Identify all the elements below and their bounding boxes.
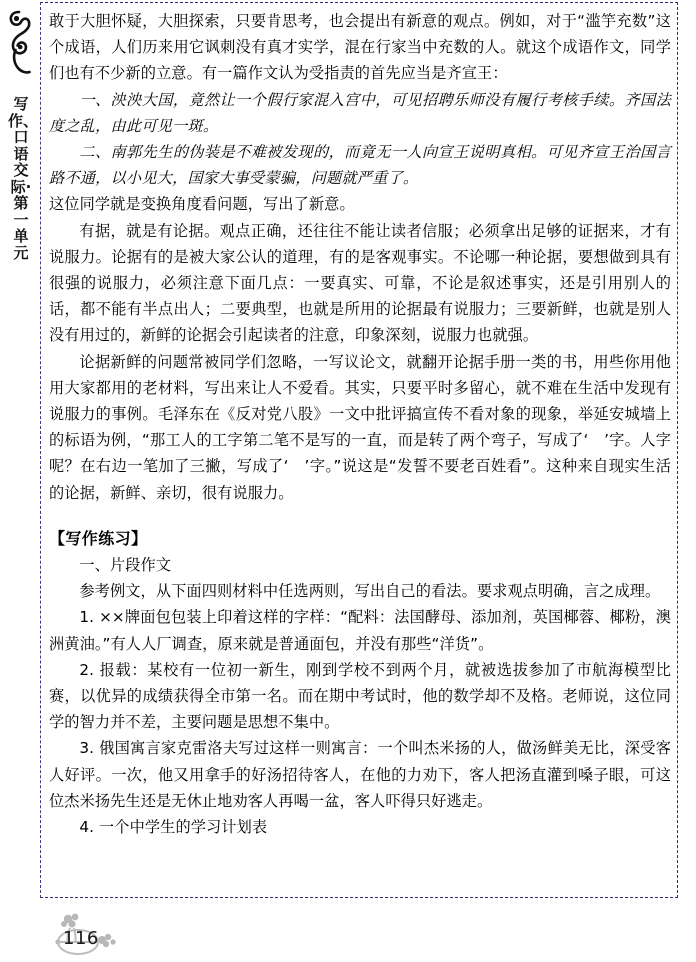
writing-exercise-subheading: 一、片段作文	[79, 556, 172, 575]
material-item: 2. 报载：某校有一位初一新生，刚到学校不到两个月，就被选拔参加了市航海模型比赛，以优异的成绩获得全市第一名。而在期中考试时，他的数学却不及格。老师说，这位同学的智力并不差，主要问题是思想不集中。	[49, 660, 671, 732]
writing-exercise-heading: 【写作练习】	[49, 528, 148, 548]
page-footer	[0, 906, 696, 962]
page-sidebar	[0, 0, 40, 898]
section-spacer	[49, 506, 671, 526]
body-text-column	[49, 8, 671, 840]
material-item: 1. ××牌面包包装上印着这样的字样：“配料：法国酵母、添加剂，英国椰蓉、椰粉，澳洲黄油。”有人人厂调查，原来就是普通面包，并没有那些“洋货”。	[49, 608, 671, 653]
paragraph-item-comment: 这位同学就是变换角度看问题，写出了新意。	[49, 195, 355, 214]
writing-exercise-instruction: 参考例文，从下面四则材料中任选两则，写出自己的看法。要求观点明确，言之成理。	[79, 582, 661, 601]
paragraph-student-item-two: 二、南郭先生的伪装是不难被发现的，而竟无一人向宣王说明真相。可见齐宣王治国言路不通，以小见大，国家大事受蒙骗，问题就严重了。	[49, 143, 671, 188]
paragraph-evidence: 有据，就是有论据。观点正确，还往往不能让读者信服；必须拿出足够的证据来，才有说服力。论据有的是被大家公认的道理，有的是客观事实。不论哪一种论据，要想做到具有很强的说服力，必须注意下面几点：一要真实、可靠，不论是叙述事实，还是引用别人的话，都不能有半点出人；二要典型，也就是所用的论据最有说服力；三要新鲜，也就是别人没有用过的，新鲜的论据会引起读者的注意，印象深刻，说服力也就强。	[49, 221, 671, 345]
paragraph-freshness: 论据新鲜的问题常被同学们忽略，一写议论文，就翻开论据手册一类的书，用些你用他用大家都用的老材料，写出来让人不爱看。其实，只要平时多留心，就不难在生活中发现有说服力的事例。毛泽东在《反对党八股》一文中批评搞宣传不看对象的现象，举延安城墙上的标语为例，“那工人的工字第二笔不是写的一直，而是转了两个弯子，写成了‘ ’字。人字呢？在右边一笔加了三撇，写成了‘ ’字。”说这是“发誓不要老百姓看”。这种来自现实生活的论据，新鲜、亲切，很有说服力。	[49, 352, 671, 502]
material-item: 4. 一个中学生的学习计划表	[79, 818, 268, 837]
running-head-vertical: 写作、口语交际·第一单元	[8, 95, 39, 262]
page-number: 116	[63, 928, 99, 949]
material-item: 3. 俄国寓言家克雷洛夫写过这样一则寓言：一个叫杰米扬的人，做汤鲜美无比，深受客人好评。一次，他又用拿手的好汤招待客人，在他的力劝下，客人把汤直灌到嗓子眼，可这位杰米扬先生还是无休止地劝客人再喝一盆，客人吓得只好逃走。	[49, 739, 671, 810]
scroll-flourish-ornament	[6, 6, 38, 80]
paragraph-student-item-one: 一、泱泱大国，竟然让一个假行家混入宫中，可见招聘乐师没有履行考核手续。齐国法度之乱，由此可见一斑。	[49, 90, 671, 135]
paragraph-continued-opening: 敢于大胆怀疑，大胆探索，只要肯思考，也会提出有新意的观点。例如，对于“滥竽充数”这个成语，人们历来用它讽刺没有真才实学，混在行家当中充数的人。就这个成语作文，同学们也有不少新的立意。有一篇作文认为受指责的首先应当是齐宣王：	[49, 12, 671, 83]
